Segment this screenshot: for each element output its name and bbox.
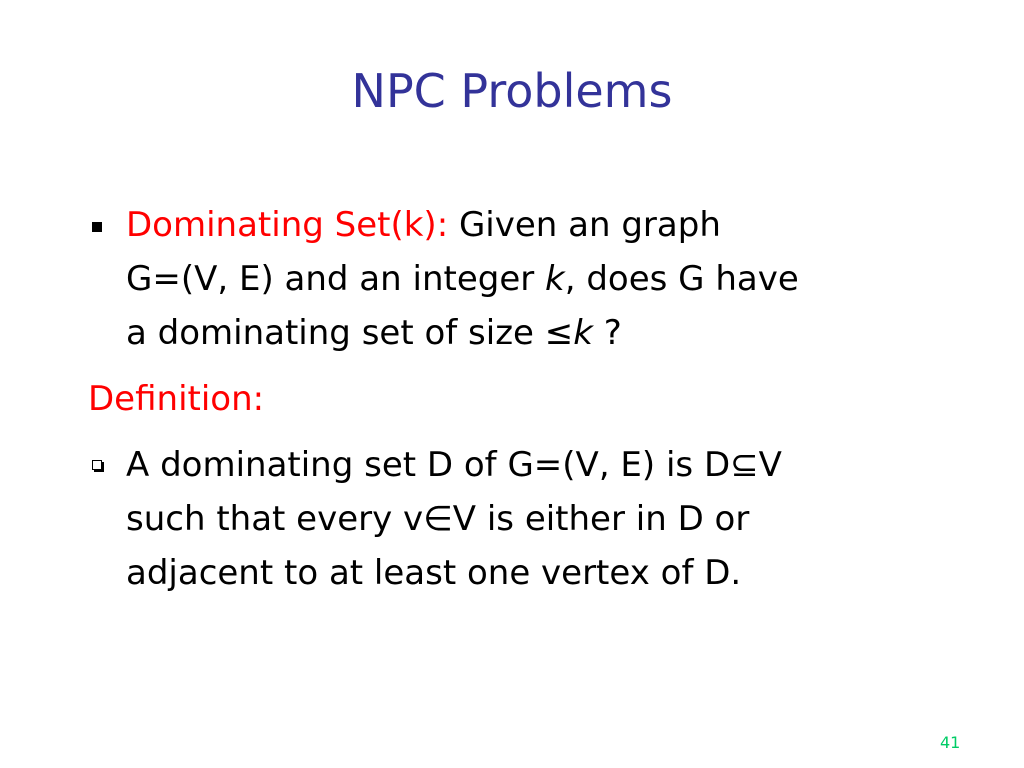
problem-text-line1: Given an graph — [448, 205, 721, 245]
problem-term: Dominating Set(k): — [126, 205, 449, 245]
subset-symbol: ⊆ — [730, 445, 759, 485]
def-line3: adjacent to at least one vertex of D. — [126, 553, 742, 593]
hollow-square-bullet-icon — [92, 460, 102, 470]
problem-var-k-2: k — [573, 313, 593, 353]
def-line2b: V is either in D or — [452, 499, 750, 539]
element-of-symbol: ∈ — [423, 499, 453, 539]
slide-title: NPC Problems — [351, 64, 673, 118]
def-line2a: such that every v — [126, 499, 424, 539]
page-number: 41 — [940, 733, 961, 752]
problem-text-line2b: , does G have — [564, 259, 799, 299]
square-bullet-icon — [92, 222, 102, 232]
def-line1a: A dominating set D of G=(V, E) is D — [126, 445, 731, 485]
definition-label: Definition: — [88, 379, 265, 419]
problem-text-line3a: a dominating set of size — [126, 313, 545, 353]
definition-text — [126, 438, 956, 600]
problem-text-line2a: G=(V, E) and an integer — [126, 259, 546, 299]
dominating-set-problem — [126, 198, 956, 360]
problem-text-line3b: ? — [592, 313, 622, 353]
def-line1b: V — [758, 445, 782, 485]
less-equal-symbol: ≤ — [544, 313, 574, 353]
problem-var-k: k — [545, 259, 565, 299]
